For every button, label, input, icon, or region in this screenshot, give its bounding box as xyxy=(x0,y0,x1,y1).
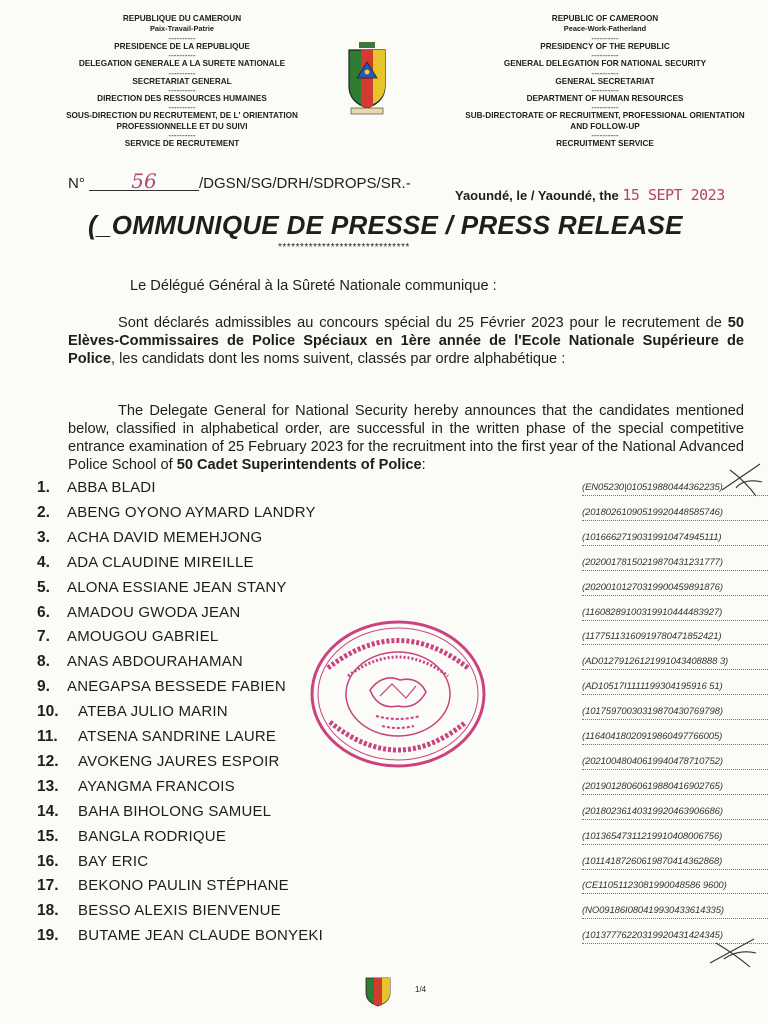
dotted-underline xyxy=(582,844,768,845)
paragraph-french-c: , les candidats dont les noms suivent, classés par ordre alphabétique : xyxy=(111,351,566,367)
page-title: (_OMMUNIQUE DE PRESSE / PRESS RELEASE xyxy=(88,210,683,240)
header-left-motto: Paix-Travail-Patrie xyxy=(149,24,215,34)
dotted-underline xyxy=(582,719,768,720)
candidate-id: (20180236140319920463906686) xyxy=(582,805,723,817)
title-underline-stars: ****************************** xyxy=(278,242,410,253)
paragraph-english-a: The Delegate General for National Security hereby announces that the candidates mentioned below, classified in alphabetical order, are successful in the written phase of the special competitive entrance examination of 25 February 2023 for the recruitment into the first year of the National Advanced Police School of xyxy=(68,403,744,473)
candidate-number: 3. xyxy=(37,528,50,546)
candidate-number: 1. xyxy=(37,479,50,496)
page-number: 1/4 xyxy=(415,985,427,994)
candidate-name: AYANGMA FRANCOIS xyxy=(78,777,235,795)
candidate-id: (AD01279126121991043408888 3) xyxy=(582,656,729,668)
candidate-name: ATEBA JULIO MARIN xyxy=(78,703,228,721)
separator: ---------- xyxy=(168,86,196,96)
header-right-line1: PRESIDENCY OF THE REPUBLIC xyxy=(540,41,670,51)
header-left-line2: DELEGATION GENERALE A LA SURETE NATIONALE xyxy=(78,59,286,69)
header-left-line5: SOUS-DIRECTION DU RECRUTEMENT, DE L' ORIENTATION PROFESSIONNELLE ET DU SUIVI xyxy=(66,111,298,131)
header-right-line4: DEPARTMENT OF HUMAN RESOURCES xyxy=(526,94,684,104)
intro-text: Le Délégué Général à la Sûreté Nationale communique : xyxy=(130,278,497,294)
dotted-underline xyxy=(582,893,768,894)
dotted-underline xyxy=(582,769,768,770)
header-right xyxy=(460,14,750,150)
dotted-underline xyxy=(582,819,768,820)
candidate-id: (20180261090519920448585746) xyxy=(582,506,723,518)
header-left-line6: SERVICE DE RECRUTEMENT xyxy=(124,139,240,149)
reference-prefix: N° xyxy=(68,175,85,192)
separator: ---------- xyxy=(168,68,196,78)
separator: ---------- xyxy=(168,131,196,141)
candidate-id: (10137776220319920431424345) xyxy=(582,930,723,942)
header-right-line6: RECRUITMENT SERVICE xyxy=(556,139,654,149)
list-item xyxy=(37,877,747,902)
header-left xyxy=(37,14,327,150)
coat-of-arms-icon xyxy=(346,42,388,116)
separator: ---------- xyxy=(168,51,196,61)
candidate-number: 4. xyxy=(37,553,50,571)
header-right-line2: GENERAL DELEGATION FOR NATIONAL SECURITY xyxy=(503,59,707,69)
paragraph-english xyxy=(68,402,744,474)
candidate-number: 14. xyxy=(37,802,59,820)
dotted-underline xyxy=(582,620,768,621)
candidate-number: 5. xyxy=(37,578,50,596)
candidate-id: (20200178150219870431231777) xyxy=(582,556,723,568)
list-item xyxy=(37,504,747,529)
candidate-number: 6. xyxy=(37,603,50,621)
header-left-line1: PRESIDENCE DE LA REPUBLIQUE xyxy=(114,41,250,51)
header-left-country: REPUBLIQUE DU CAMEROUN xyxy=(122,14,242,23)
header-right-country: REPUBLIC OF CAMEROON xyxy=(551,14,659,23)
dotted-underline xyxy=(582,869,768,870)
list-item xyxy=(37,579,747,604)
date-label: Yaoundé, le / Yaoundé, the xyxy=(455,188,619,203)
paragraph-english-c: : xyxy=(421,457,426,473)
reference-number: 56 xyxy=(89,172,199,191)
candidate-number: 8. xyxy=(37,653,50,671)
list-item xyxy=(37,927,747,952)
separator: ---------- xyxy=(168,103,196,113)
separator: ---------- xyxy=(591,33,619,43)
candidate-number: 13. xyxy=(37,777,59,795)
candidate-name: AVOKENG JAURES ESPOIR xyxy=(78,752,280,770)
dotted-underline xyxy=(582,644,768,645)
candidate-id: (11775113160919780471852421) xyxy=(582,631,722,643)
candidate-name: ABBA BLADI xyxy=(67,479,156,496)
candidate-id: (10175970030319870430769798) xyxy=(582,706,723,718)
initials-signature-icon xyxy=(706,935,760,969)
candidate-name: BAY ERIC xyxy=(78,852,149,870)
dotted-underline xyxy=(582,570,768,571)
candidate-id: (EN05230|010519880444362235) xyxy=(582,482,723,493)
candidate-id: (20190128060619880416902765) xyxy=(582,780,723,792)
candidate-id: (10166627190319910474945111) xyxy=(582,531,722,543)
list-item xyxy=(37,479,747,504)
header-right-line3: GENERAL SECRETARIAT xyxy=(555,76,655,86)
candidate-id: (11640418020919860497766005) xyxy=(582,731,723,742)
official-seal-icon xyxy=(308,618,488,770)
dotted-underline xyxy=(582,669,768,670)
candidate-number: 15. xyxy=(37,827,59,845)
separator: ---------- xyxy=(591,103,619,113)
dotted-underline xyxy=(582,520,768,521)
candidate-name: BUTAME JEAN CLAUDE BONYEKI xyxy=(78,927,323,945)
candidate-number: 16. xyxy=(37,852,59,870)
candidate-id: (10114187260619870414362868) xyxy=(582,855,723,867)
list-item xyxy=(37,554,747,579)
candidate-name: BESSO ALEXIS BIENVENUE xyxy=(78,902,281,920)
dotted-underline xyxy=(582,694,768,695)
candidate-number: 2. xyxy=(37,503,50,521)
list-item xyxy=(37,803,747,828)
candidate-name: ANEGAPSA BESSEDE FABIEN xyxy=(67,678,286,696)
list-item xyxy=(37,828,747,853)
candidate-number: 10. xyxy=(37,703,59,721)
initials-signature-icon xyxy=(716,460,766,500)
list-item xyxy=(37,853,747,878)
dotted-underline xyxy=(582,595,768,596)
header-right-line5: SUB-DIRECTORATE OF RECRUITMENT, PROFESSIONAL ORIENTATION AND FOLLOW-UP xyxy=(465,111,745,131)
reference-suffix: /DGSN/SG/DRH/SDROPS/SR.- xyxy=(199,175,411,192)
header-right-motto: Peace-Work-Fatherland xyxy=(563,24,647,34)
candidate-name: ACHA DAVID MEMEHJONG xyxy=(67,528,263,546)
candidate-id: (10136547311219910408006756) xyxy=(582,830,723,842)
footer-emblem-icon xyxy=(364,975,392,1007)
header-left-line3: SECRETARIAT GENERAL xyxy=(132,76,232,86)
candidate-number: 17. xyxy=(37,877,59,895)
paragraph-english-bold: 50 Cadet Superintendents of Police xyxy=(176,457,422,473)
candidate-name: ADA CLAUDINE MIREILLE xyxy=(67,553,254,571)
candidate-name: ANAS ABDOURAHAMAN xyxy=(67,653,243,671)
separator: ---------- xyxy=(591,131,619,141)
dotted-underline xyxy=(582,545,768,546)
candidate-name: BEKONO PAULIN STÉPHANE xyxy=(78,877,289,895)
separator: ---------- xyxy=(168,33,196,43)
candidate-name: ATSENA SANDRINE LAURE xyxy=(78,728,277,745)
separator: ---------- xyxy=(591,86,619,96)
dotted-underline xyxy=(582,918,768,919)
candidate-id: (20200101270319900459891876) xyxy=(582,581,723,593)
paragraph-french-a: Sont déclarés admissibles au concours spécial du 25 Février 2023 pour le recrutement de xyxy=(118,315,728,331)
candidate-name: AMADOU GWODA JEAN xyxy=(67,603,241,621)
candidate-id: (20210048040619940478710752) xyxy=(582,755,723,767)
candidate-id: (AD10517I1111199304195916 51) xyxy=(582,681,723,693)
candidate-name: AMOUGOU GABRIEL xyxy=(67,628,219,646)
dotted-underline xyxy=(582,794,768,795)
candidate-id: (NO09186I080419930433614335) xyxy=(582,905,724,917)
candidate-number: 9. xyxy=(37,678,50,696)
list-item xyxy=(37,529,747,554)
list-item xyxy=(37,778,747,803)
paragraph-french xyxy=(68,314,744,368)
candidate-name: ABENG OYONO AYMARD LANDRY xyxy=(67,503,316,521)
candidate-number: 12. xyxy=(37,752,59,770)
candidate-number: 7. xyxy=(37,628,50,646)
reference-line xyxy=(68,169,411,193)
candidate-name: BAHA BIHOLONG SAMUEL xyxy=(78,802,272,820)
separator: ---------- xyxy=(591,51,619,61)
candidate-number: 19. xyxy=(37,927,59,945)
dotted-underline xyxy=(582,744,768,745)
list-item xyxy=(37,902,747,927)
date-stamp: 15 SEPT 2023 xyxy=(622,186,725,204)
header-left-line4: DIRECTION DES RESSOURCES HUMAINES xyxy=(97,94,267,104)
separator: ---------- xyxy=(591,68,619,78)
dateline xyxy=(455,186,725,204)
candidate-number: 18. xyxy=(37,902,59,920)
candidate-id: (CE11051123081990048586 9600) xyxy=(582,880,727,892)
candidate-number: 11. xyxy=(37,728,58,745)
paragraph-french-bold: 50 Elèves-Commissaires de Police Spéciaux en 1ère année de l'Ecole Nationale Supérieure de Police xyxy=(68,315,744,367)
candidate-id: (11608289100319910444483927) xyxy=(582,606,723,618)
candidate-name: BANGLA RODRIQUE xyxy=(78,827,227,845)
candidate-name: ALONA ESSIANE JEAN STANY xyxy=(67,578,287,596)
